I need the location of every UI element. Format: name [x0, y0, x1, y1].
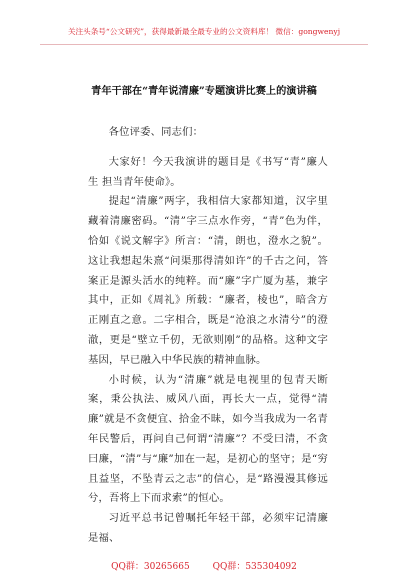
- paragraph: 小时候，认为“清廉”就是电视里的包青天断案，秉公执法、威风八面，再长大一点，觉得“清廉”就是不贪便宜、拾金不昧，如今当我成为一名青年民警后，再问自己何谓“清廉”？不受曰清，不贪曰廉，“清”与“廉”加在一起，是初心的坚守；是“穷且益坚，不坠青云之志”的信心，是“路漫漫其修远兮，吾将上下而求索”的恒心。: [88, 373, 328, 505]
- qq-group-2: QQ群：535304092: [212, 562, 297, 572]
- document-body: [88, 123, 328, 549]
- salutation: 各位评委、同志们：: [108, 126, 204, 138]
- paragraph: 提起“清廉”两字，我相信大家都知道，汉字里藏着清廉密码。“清”字三点水作旁，“青”色为伴，恰如《说文解字》所言：“清，朗也，澄水之貌”。这让我想起朱熹“问渠那得清如许”的千古之问，答案正是源头活水的纯粹。而“廉”字广厦为基，兼字其中，正如《周礼》所载：“廉者，棱也”，暗含方正刚直之意。二字相合，既是“沧浪之水清兮”的澄澈，更是“壁立千仞，无欲则刚”的品格。这种文字基因，早已融入中华民族的精神血脉。: [88, 195, 328, 366]
- header-promo-note: 关注头条号“公文研究”，获得最新最全最专业的公文资料库！ 微信：gongwenyj: [67, 27, 341, 36]
- header-divider: [40, 44, 368, 45]
- paragraph: 大家好！今天我演讲的题目是《书写“青”廉人生 担当青年使命》。: [88, 155, 328, 188]
- footer-qq-groups: [0, 559, 408, 572]
- qq-group-1: QQ群：30265665: [111, 562, 190, 572]
- paragraph: 习近平总书记曾嘱托年轻干部，必须牢记清廉是福、: [88, 512, 328, 544]
- document-title: 青年干部在“青年说清廉”专题演讲比赛上的演讲稿: [91, 85, 317, 97]
